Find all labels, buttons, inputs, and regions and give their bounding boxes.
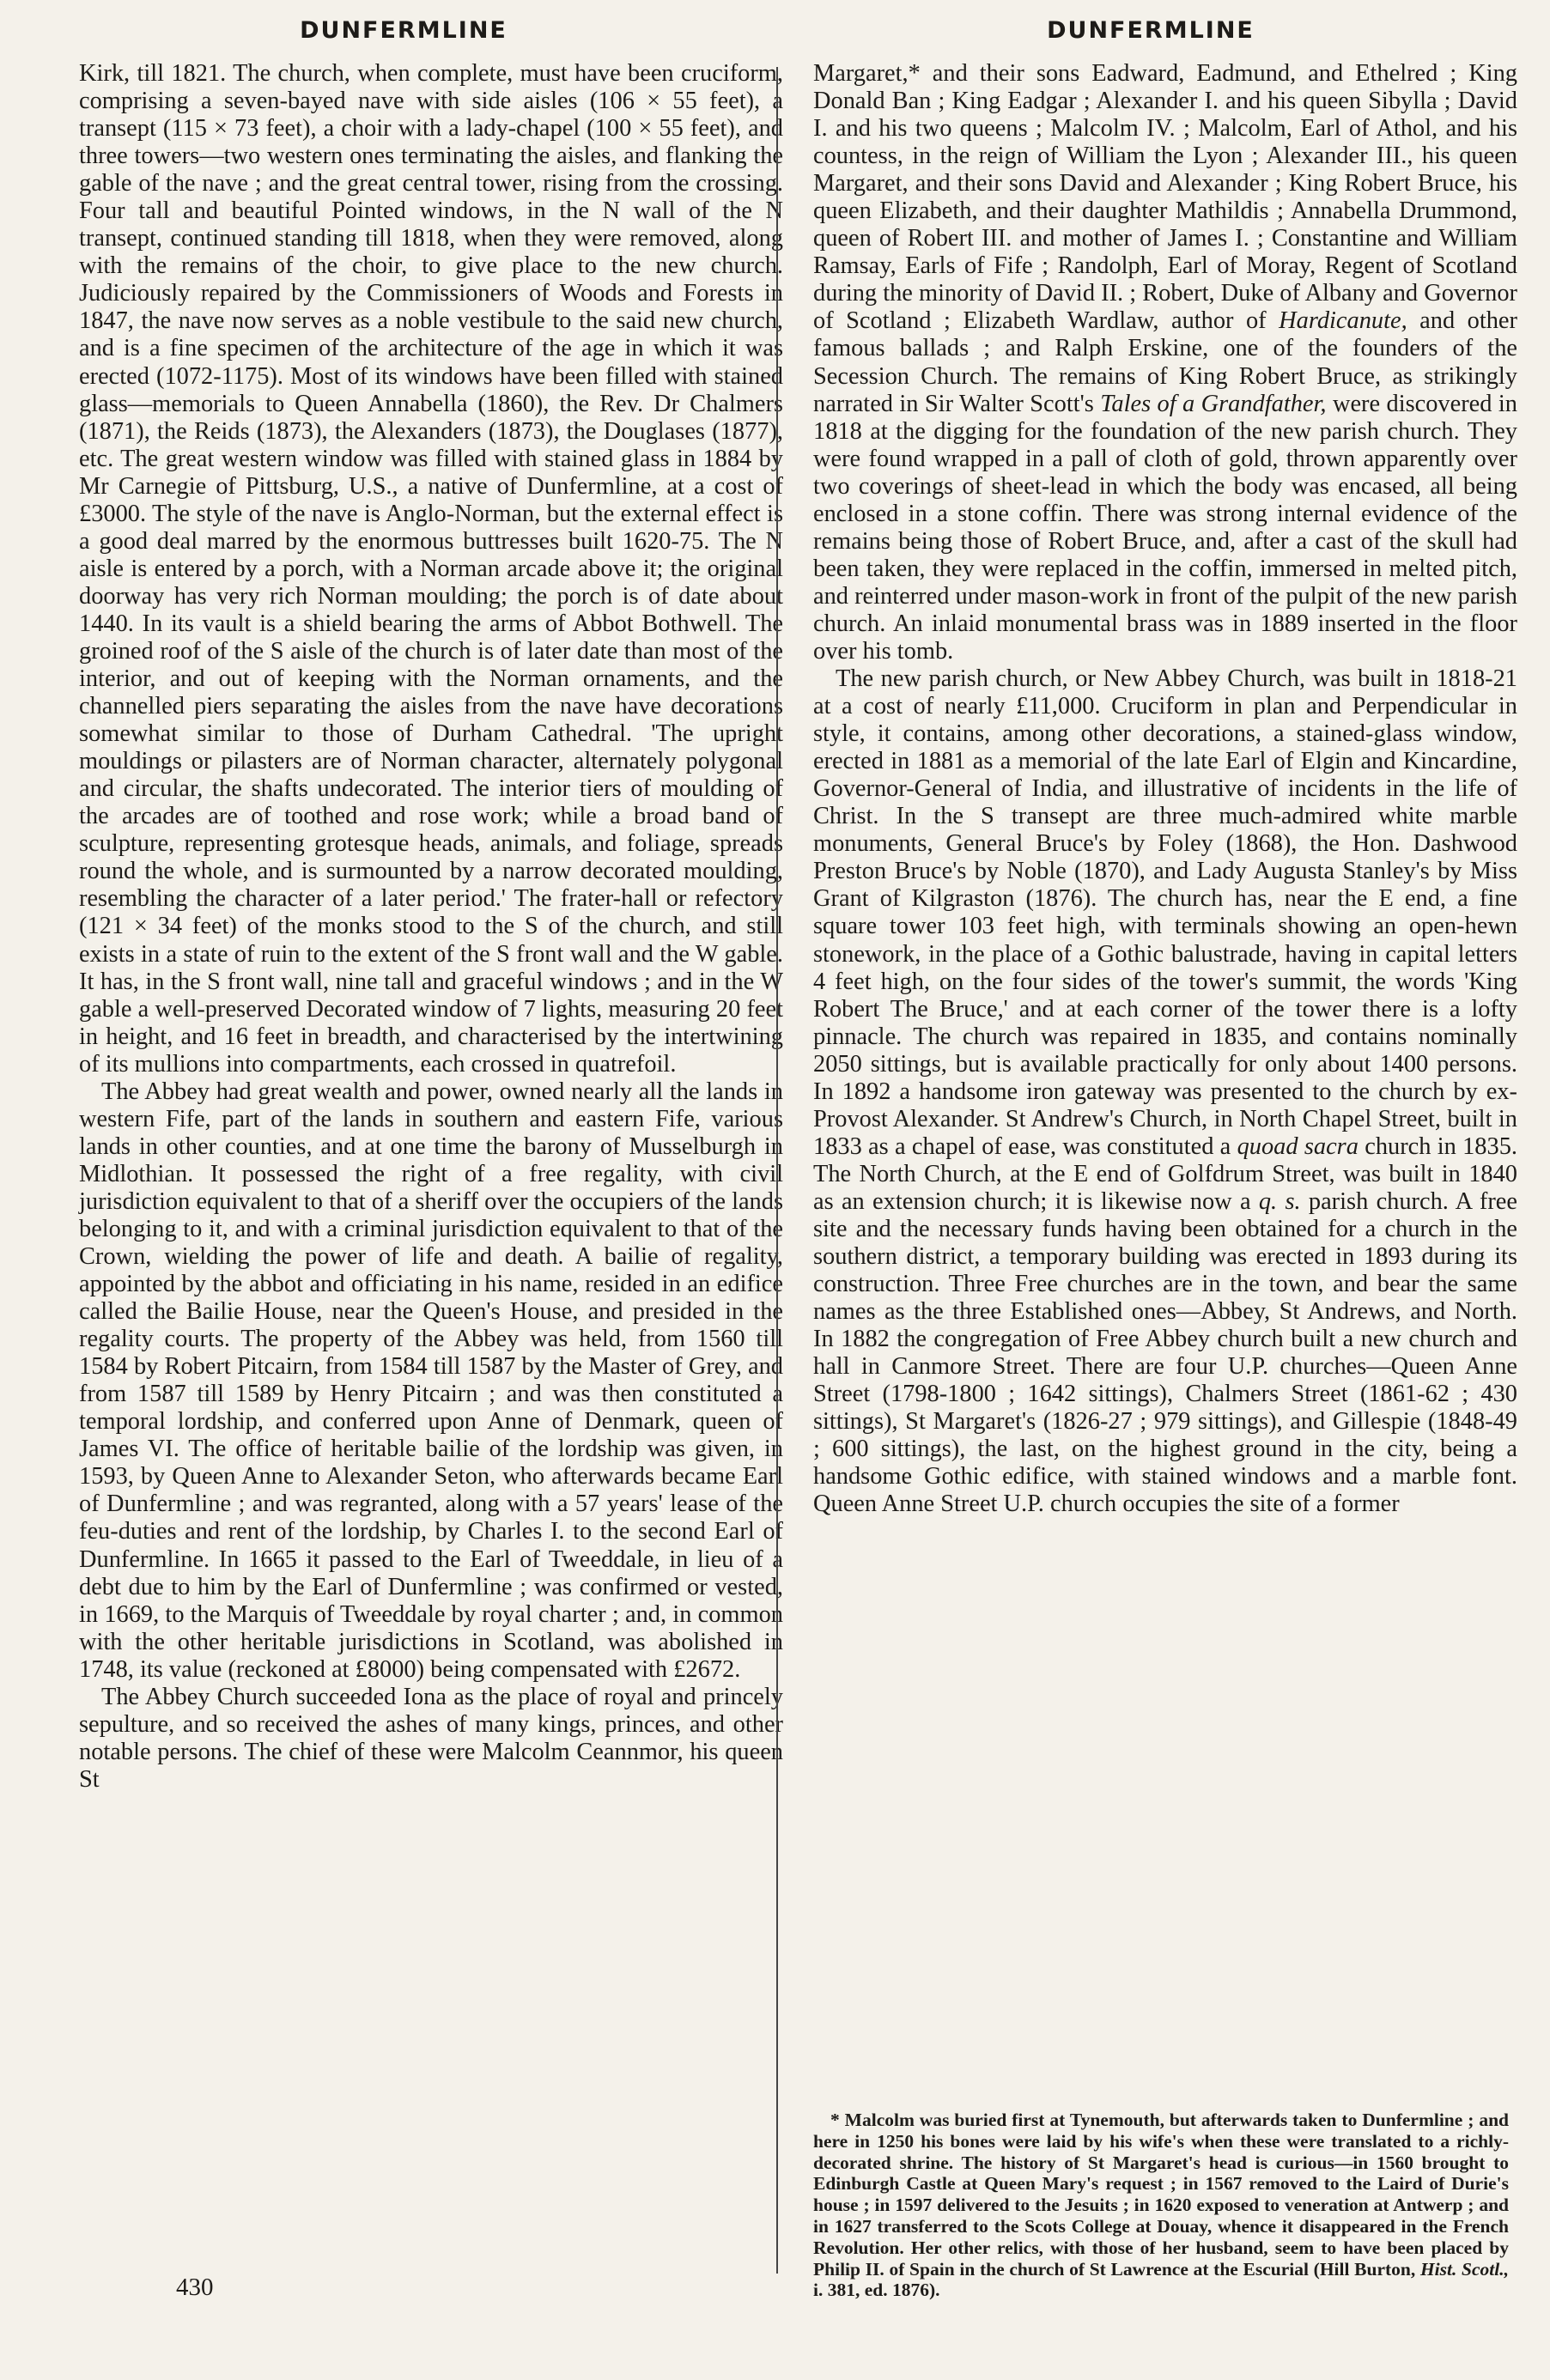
left-paragraph-1: Kirk, till 1821. The church, when complete, must have been cruciform, comprising a seven-bayed nave with side aisles (106 × 55 feet), a transept (115 × 73 feet), a choir with a lady-chapel (100 × 55 feet), and three towers—two western ones terminating the aisles, and flanking the gable of the nave ; and the great central tower, rising from the crossing. Four tall and beautiful Pointed windows, in the N wall of the N transept, continued standing till 1818, when they were removed, along with the remains of the choir, to give place to the new church. Judiciously repaired by the Commissioners of Woods and Forests in 1847, the nave now serves as a noble vestibule to the said new church, and is a fine specimen of the architecture of the age in which it was erected (1072-1175). Most of its windows have been filled with stained glass—memorials to Queen Annabella (1860), the Rev. Dr Chalmers (1871), the Reids (1873), the Alexanders (1873), the Douglases (1877), etc. The great western window was filled with stained glass in 1884 by Mr Carnegie of Pittsburg, U.S., a native of Dunfermline, at a cost of £3000. The style of the nave is Anglo-Norman, but the external effect is a good deal marred by the enormous buttresses built 1620-75. The N aisle is entered by a porch, with a Norman arcade above it; the original doorway has very rich Norman moulding; the porch is of date about 1440. In its vault is a shield bearing the arms of Abbot Bothwell. The groined roof of the S aisle of the church is of later date than most of the interior, and out of keeping with the Norman ornaments, and the channelled piers separating the aisles from the nave have decorations somewhat similar to those of Durham Cathedral. 'The upright mouldings or pilasters are of Norman character, alternately polygonal and circular, the shafts undecorated. The interior tiers of moulding of the arcades are of toothed and rose work; while a broad band of sculpture, representing grotesque heads, animals, and foliage, spreads round the whole, and is surmounted by a narrow decorated moulding, resembling the character of a later period.' The frater-hall or refectory (121 × 34 feet) of the monks stood to the S of the church, and still exists in a state of ruin to the extent of the S front wall and the W gable. It has, in the S front wall, nine tall and graceful windows ; and in the W gable a well-preserved Decorated window of 7 lights, measuring 20 feet in height, and 16 feet in breadth, and characterised by the intertwining of its mullions into compartments, each crossed in quatrefoil. <box>79 60 783 1078</box>
right-paragraph-1-text-b: and other famous ballads ; and Ralph Erskine, one of the founders of the Secession Church. The remains of King Robert Bruce, as strikingly narrated in Sir Walter Scott's <box>813 307 1517 417</box>
footnote-reference-title: Hist. Scotl., <box>1419 2258 1510 2280</box>
running-head-left: DUNFERMLINE <box>300 17 508 44</box>
running-head-right: DUNFERMLINE <box>1047 17 1255 44</box>
footnote-text <box>813 2110 1509 2301</box>
right-paragraph-2-text-b: church in 1835. The North Church, at the E end of Golfdrum Street, was built in 1840 as an extension church; it is likewise now a <box>813 1132 1517 1215</box>
book-title: Tales of a Grandfather, <box>1100 390 1327 417</box>
left-paragraph-3: The Abbey Church succeeded Iona as the place of royal and princely sepulture, and so received the ashes of many kings, princes, and other notable persons. The chief of these were Malcolm Ceannmor, his queen St <box>79 1683 783 1793</box>
footnote-text-a: * Malcolm was buried first at Tynemouth, but afterwards taken to Dunfermline ; and here in 1250 his bones were laid by his wife's when these were translated to a richly-decorated shrine. The history of St Margaret's head is curious—in 1560 brought to Edinburgh Castle at Queen Mary's request ; in 1567 removed to the Laird of Durie's house ; in 1597 delivered to the Jesuits ; in 1620 exposed to veneration at Antwerp ; and in 1627 transferred to the Scots College at Douay, whence it disappeared in the French Revolution. Her other relics, with those of her husband, seem to have been placed by Philip II. of Spain in the church of St Lawrence at the Escurial (Hill Burton, <box>813 2110 1509 2280</box>
latin-term-quoad-sacra: quoad sacra <box>1237 1132 1359 1160</box>
right-paragraph-1-text-a: Margaret,* and their sons Eadward, Eadmund, and Ethelred ; King Donald Ban ; King Eadgar ; Alexander I. and his queen Sibylla ; David I. and his two queens ; Malcolm IV. ; Malcolm, Earl of Athol, and his countess, in the reign of William the Lyon ; Alexander III., his queen Margaret, and their sons David and Alexander ; King Robert Bruce, his queen Elizabeth, and their daughter Mathildis ; Annabella Drummond, queen of Robert III. and mother of James I. ; Constantine and William Ramsay, Earls of Fife ; Randolph, Earl of Moray, Regent of Scotland during the minority of David II. ; Robert, Duke of Albany and Governor of Scotland ; Elizabeth Wardlaw, author of <box>813 60 1518 335</box>
footnote-text-b: i. 381, ed. 1876). <box>813 2280 940 2301</box>
latin-term-qs: q. s. <box>1258 1187 1301 1215</box>
right-column <box>813 60 1517 1518</box>
right-paragraph-2 <box>813 665 1517 1518</box>
right-paragraph-1-text-c: were discovered in 1818 at the digging for the foundation of the new parish church. They were found wrapped in a pall of cloth of gold, thrown apparently over two coverings of sheet-lead in which the body was encased, all being enclosed in a stone coffin. There was strong internal evidence of the remains being those of Robert Bruce, and, after a cast of the skull had been taken, they were replaced in the coffin, immersed in melted pitch, and reinterred under mason-work in front of the pulpit of the new parish church. An inlaid monumental brass was in 1889 inserted in the floor over his tomb. <box>813 390 1517 665</box>
page-number: 430 <box>176 2274 214 2301</box>
left-column <box>79 60 783 1794</box>
ballad-title: Hardicanute, <box>1279 307 1407 335</box>
footnote <box>813 2110 1509 2301</box>
right-paragraph-1 <box>813 60 1517 665</box>
right-paragraph-2-text-a: The new parish church, or New Abbey Church, was built in 1818-21 at a cost of nearly £11,000. Cruciform in plan and Perpendicular in style, it contains, among other decorations, a stained-glass window, erected in 1881 as a memorial of the late Earl of Elgin and Kincardine, Governor-General of India, and illustrative of incidents in the life of Christ. In the S transept are three much-admired white marble monuments, General Bruce's by Foley (1868), the Hon. Dashwood Preston Bruce's by Noble (1870), and Lady Augusta Stanley's by Miss Grant of Kilgraston (1876). The church has, near the E end, a fine square tower 103 feet high, with terminals showing an open-hewn stonework, in the place of a Gothic balustrade, having in capital letters 4 feet high, on the four sides of the tower's summit, the words 'King Robert The Bruce,' and at each corner of the tower there is a lofty pinnacle. The church was repaired in 1835, and contains nominally 2050 sittings, but is available practically for only about 1400 persons. In 1892 a handsome iron gateway was presented to the church by ex-Provost Alexander. St Andrew's Church, in North Chapel Street, built in 1833 as a chapel of ease, was constituted a <box>813 665 1517 1160</box>
column-divider <box>776 67 778 2274</box>
left-paragraph-2: The Abbey had great wealth and power, owned nearly all the lands in western Fife, part of the lands in southern and eastern Fife, various lands in other counties, and at one time the barony of Musselburgh in Midlothian. It possessed the right of a free regality, with civil jurisdiction equivalent to that of a sheriff over the occupiers of the lands belonging to it, and with a criminal jurisdiction equivalent to that of the Crown, wielding the power of life and death. A bailie of regality, appointed by the abbot and officiating in his name, resided in an edifice called the Bailie House, near the Queen's House, and presided in the regality courts. The property of the Abbey was held, from 1560 till 1584 by Robert Pitcairn, from 1584 till 1587 by the Master of Grey, and from 1587 till 1589 by Henry Pitcairn ; and was then constituted a temporal lordship, and conferred upon Anne of Denmark, queen of James VI. The office of heritable bailie of the lordship was given, in 1593, by Queen Anne to Alexander Seton, who afterwards became Earl of Dunfermline ; and was regranted, along with a 57 years' lease of the feu-duties and rent of the lordship, by Charles I. to the second Earl of Dunfermline. In 1665 it passed to the Earl of Tweeddale, in lieu of a debt due to him by the Earl of Dunfermline ; was confirmed or vested, in 1669, to the Marquis of Tweeddale by royal charter ; and, in common with the other heritable jurisdictions in Scotland, was abolished in 1748, its value (reckoned at £8000) being compensated with £2672. <box>79 1078 783 1683</box>
right-paragraph-2-text-c: parish church. A free site and the necessary funds having been obtained for a church in the southern district, a temporary building was erected in 1893 during its construction. Three Free churches are in the town, and bear the same names as the three Established ones—Abbey, St Andrews, and North. In 1882 the congregation of Free Abbey church built a new church and hall in Canmore Street. There are four U.P. churches—Queen Anne Street (1798-1800 ; 1642 sittings), Chalmers Street (1861-62 ; 430 sittings), St Margaret's (1826-27 ; 979 sittings), and Gillespie (1848-49 ; 600 sittings), the last, on the highest ground in the city, being a handsome Gothic edifice, with stained windows and a marble font. Queen Anne Street U.P. church occupies the site of a former <box>813 1187 1517 1518</box>
